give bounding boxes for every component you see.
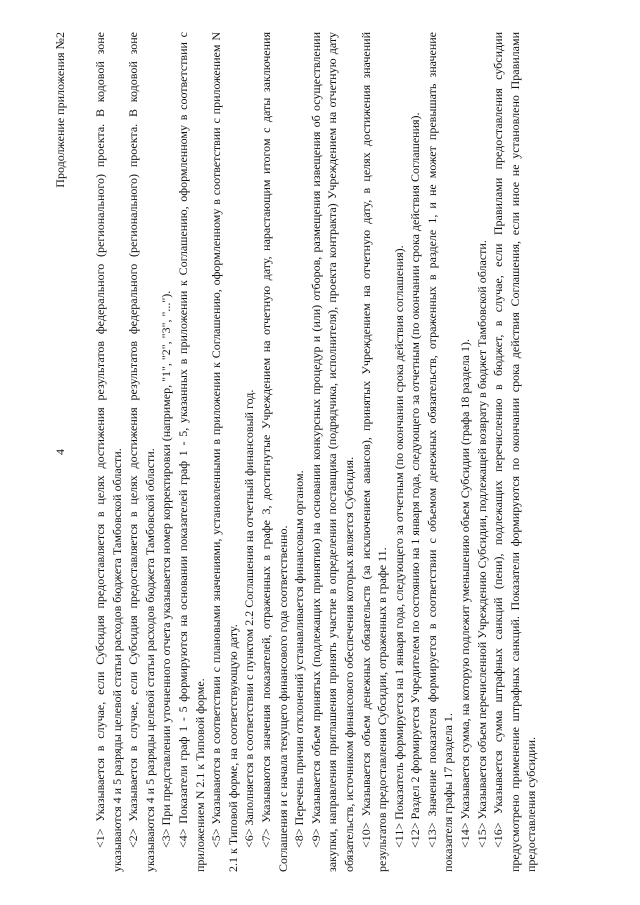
footnote-14: <14> Указывается сумма, на которую подлежит уменьшению объем Субсидии (графа 18 раздела 1). [458, 339, 473, 848]
footnotes-list [92, 32, 540, 872]
footnote-6: <6> Заполняется в соответствии с пунктом 2.2 Соглашения на отчетный финансовый год. [242, 389, 257, 848]
page-header [52, 32, 82, 872]
page-number: 4 [53, 449, 67, 455]
footnote-5: <5> Указываются в соответствии с плановыми значениями, установленными в приложении к Соглашению, оформленному в соответствии с приложением N 2.1 к Типовой форме, на соответствующую дату. [209, 32, 240, 872]
footnote-8: <8> Перечень причин отклонений устанавливается финансовым органом. [292, 470, 307, 848]
footnote-10: <10> Указывается объем денежных обязательств (за исключением авансов), принятых Учреждением на отчетную дату, в целях достижения значений результатов предоставления Субсидии, отраженных в графе 11. [358, 32, 390, 872]
footnote-9: <9> Указывается объем принятых (подлежащих принятию) на основании конкурсных процедур и (или) отборов, размещения извещения об осуществлении закупки, направления приглашения принять участие в определении поставщика (подрядчика, исполнителя), проекта контракта) Учреждением на отчетную дату обязательств, источником финансового обеспечения которых является Субсидия. [308, 32, 356, 872]
footnote-4: <4> Показатели граф 1 - 5 формируются на основании показателей граф 1 - 5, указанных в приложении к Соглашению, оформленному в соответствии с приложением N 2.1 к Типовой форме. [175, 32, 207, 872]
footnote-16: <16> Указывается сумма штрафных санкций (пени), подлежащих перечислению в бюджет, в случае, если Правилами предоставления субсидии предусмотрено применение штрафных санкций. Показатели формируются по окончании срока действия Соглашения, если иное не установлено Правилами предоставления субсидии. [491, 32, 539, 872]
footnote-11: <11> Показатель формируется на 1 января года, следующего за отчетным (по окончании срока действия соглашения). [391, 245, 406, 848]
footnote-15: <15> Указывается объем перечисленной Учреждению Субсидии, подлежащей возврату в бюджет Тамбовской области. [474, 240, 489, 848]
footnote-12: <12> Раздел 2 формируется Учредителем по состоянию на 1 января года, следующего за отчетным (по окончании срока действия Соглашения). [408, 112, 423, 848]
appendix-continuation-label: Продолжение приложения №2 [53, 32, 67, 188]
footnote-7: <7> Указываются значения показателей, отраженных в графе 3, достигнутые Учреждением на отчетную дату, нарастающим итогом с даты заключения Соглашения и с начала текущего финансового года соответственно. [258, 32, 290, 872]
footnote-2: <2> Указывается в случае, если Субсидия предоставляется в целях достижения результатов федерального (регионального) проекта. В кодовой зоне указываются 4 и 5 разряды целевой статьи расходов бюджета Тамбовской области. [126, 32, 157, 872]
footnote-1: <1> Указывается в случае, если Субсидия предоставляется в целях достижения результатов федерального (регионального) проекта. В кодовой зоне указываются 4 и 5 разряды целевой статьи расходов бюджета Тамбовской области. [93, 32, 124, 872]
rotated-content [52, 32, 588, 872]
footnote-3: <3> При представлении уточненного отчета указывается номер корректировки (например, "1", "2", "3", "..."). [159, 290, 174, 848]
footnote-13: <13> Значение показателя формируется в соответствии с объемом денежных обязательств, отраженных в разделе 1, и не может превышать значение показателя графы 17 раздела 1. [424, 32, 456, 872]
